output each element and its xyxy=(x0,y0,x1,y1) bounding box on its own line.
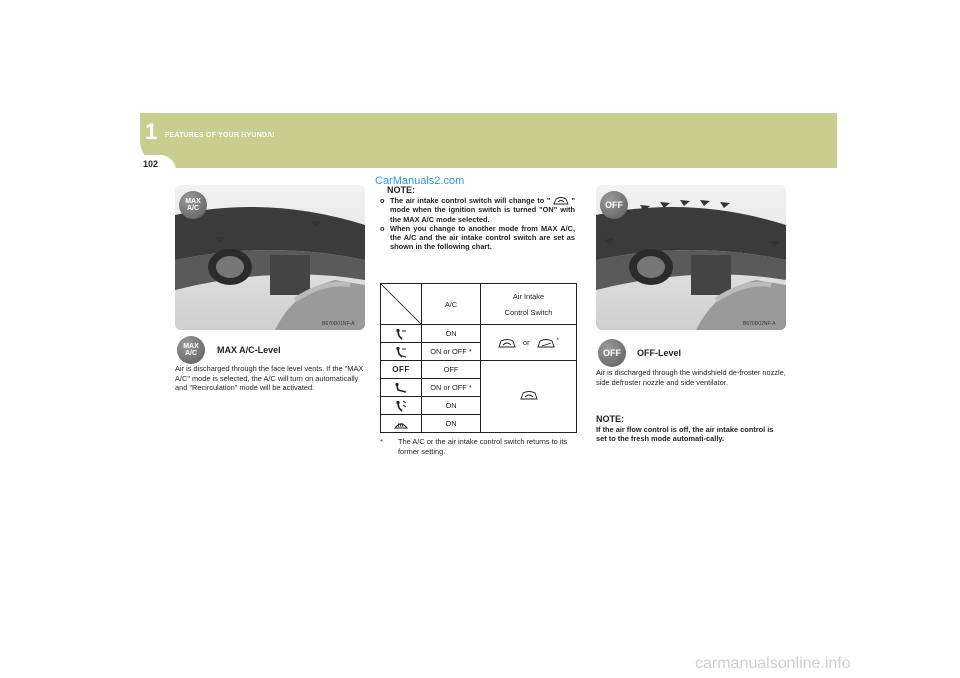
fresh-air-icon xyxy=(537,339,555,348)
footnote xyxy=(380,437,575,456)
floor-icon xyxy=(381,379,422,397)
off-heading: OFF-Level xyxy=(637,348,682,358)
off-mode-label: OFF xyxy=(381,361,422,379)
footer-watermark: carmanualsonline.info xyxy=(695,655,851,672)
max-ac-body: Air is discharged through the face level vents. If the "MAX A/C" mode is selected, the A/C will turn on automatically and "Recirculation" mode will be activated. xyxy=(175,364,364,392)
footnote-text: The A/C or the air intake control switch returns to its former setting. xyxy=(398,437,568,456)
max-ac-badge: MAX A/C xyxy=(177,336,205,364)
bullet-item xyxy=(380,196,575,224)
chapter-number: 1 xyxy=(145,119,158,144)
defrost-icon xyxy=(381,415,422,433)
off-body: Air is discharged through the windshield de-froster nozzle, side defroster nozzle and side ventilator. xyxy=(596,368,786,387)
recirculation-icon xyxy=(553,197,569,205)
footnote-marker: * xyxy=(380,437,383,446)
ac-value: ON xyxy=(422,397,481,415)
header-band xyxy=(140,113,837,168)
col-air-intake-header: Air Intake Control Switch xyxy=(481,284,577,325)
watermark: CarManuals2.com xyxy=(375,175,465,187)
note-heading: NOTE: xyxy=(387,185,415,195)
dashboard-photo-max-ac xyxy=(175,185,365,330)
table-row xyxy=(381,325,577,343)
dashboard-photo-off xyxy=(596,185,786,330)
chapter-title: FEATURES OF YOUR HYUNDAI xyxy=(165,132,275,139)
recirculation-icon xyxy=(520,391,538,400)
table-row xyxy=(381,361,577,379)
image-code: B670D01NF-A xyxy=(322,321,355,327)
ac-value: ON or OFF * xyxy=(422,343,481,361)
page-number: 102 xyxy=(143,159,159,169)
chart-corner-cell xyxy=(381,284,422,325)
bullet-item xyxy=(380,224,575,252)
bullet-marker: o xyxy=(380,223,385,233)
off-badge: OFF xyxy=(598,339,626,367)
col-ac-header: A/C xyxy=(422,284,481,325)
bullet-text: The air intake control switch will change to " " mode when the ignition switch is turned "ON" with the MAX A/C mode selected. xyxy=(390,196,575,224)
bullet-text: When you change to another mode from MAX A/C, the A/C and the air intake control switch are set as shown in the following chart. xyxy=(390,223,575,252)
max-ac-heading: MAX A/C-Level xyxy=(217,345,281,355)
bi-level-icon xyxy=(381,343,422,361)
mode-chart xyxy=(380,283,577,433)
off-note-body: If the air flow control is off, the air intake control is set to the fresh mode automati-cally. xyxy=(596,425,774,444)
image-code: B670D02NF-A xyxy=(743,321,776,327)
floor-defrost-icon xyxy=(381,397,422,415)
ac-value: ON xyxy=(422,325,481,343)
ac-value: ON xyxy=(422,415,481,433)
off-photo-badge: OFF xyxy=(600,191,628,219)
air-intake-bottom-cell xyxy=(481,361,577,433)
bullet-marker: o xyxy=(380,196,385,205)
air-intake-top-cell: or * xyxy=(481,325,577,361)
face-vent-icon xyxy=(381,325,422,343)
off-note-heading: NOTE: xyxy=(596,414,624,424)
chart-header-row xyxy=(381,284,577,325)
ac-value: OFF xyxy=(422,361,481,379)
ac-value: ON or OFF * xyxy=(422,379,481,397)
note-bullets xyxy=(380,196,575,252)
recirculation-icon xyxy=(498,339,516,348)
max-ac-photo-badge: MAX A/C xyxy=(179,191,207,219)
